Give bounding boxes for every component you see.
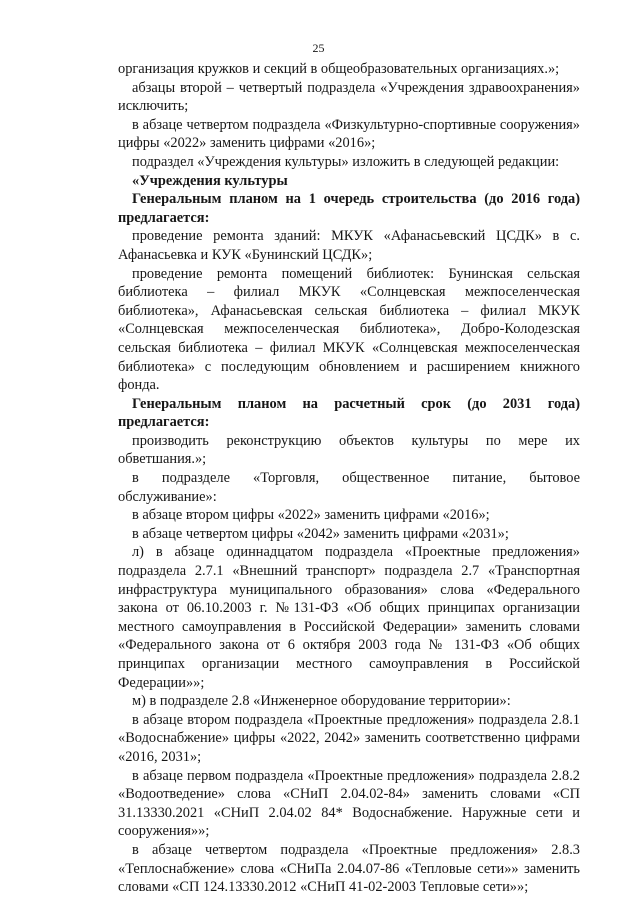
paragraph: проведение ремонта помещений библиотек: Бунинская сельская библиотека – филиал МКУК «Солнцевская межпоселенческая библиотека», Афанасьевская сельская библиотека – филиал МКУК «Солнцевская межпоселенческая библиотека», Добро-Колодезская сельская библиотека – филиал МКУК «Солнцевская межпоселенческая библиотека» с последующим обновлением и расширением книжного фонда. [118,265,580,394]
paragraph: в абзаце втором подраздела «Проектные предложения» подраздела 2.8.1 «Водоснабжение» цифры «2022, 2042» заменить соответственно цифрами «2016, 2031»; [118,711,580,765]
paragraph: в абзаце четвертом подраздела «Проектные предложения» 2.8.3 «Теплоснабжение» слова «СНиПа 2.04.07-86 «Тепловые сети»» заменить словами «СП 124.13330.2012 «СНиП 41-02-2003 Тепловые сети»»; [118,841,580,896]
paragraph: в абзаце четвертом цифры «2042» заменить цифрами «2031»; [132,525,509,542]
paragraph: подраздел «Учреждения культуры» изложить в следующей редакции: [132,153,560,170]
section-heading: «Учреждения культуры [132,172,288,189]
page-number: 25 [312,41,325,55]
paragraph: организация кружков и секций в общеобразовательных организациях.»; [118,61,560,77]
paragraph: в подразделе «Торговля, общественное питание, бытовое обслуживание»: [118,470,580,505]
paragraph: производить реконструкцию объектов культуры по мере их обветшания.»; [118,432,580,468]
bold-paragraph: Генеральным планом на расчетный срок (до 2031 года) предлагается: [118,395,580,431]
paragraph: м) в подразделе 2.8 «Инженерное оборудование территории»: [132,693,511,710]
paragraph: в абзаце первом подраздела «Проектные предложения» подраздела 2.8.2 «Водоотведение» слова «СНиП 2.04.02-84» заменить словами «СП 31.13330.2021 «СНиП 2.04.02 84* Водоснабжение. Наружные сети и сооружения»»; [118,767,580,840]
document-body [118,60,580,897]
paragraph: в абзаце втором цифры «2022» заменить цифрами «2016»; [132,507,490,524]
paragraph: в абзаце четвертом подраздела «Физкультурно-спортивные сооружения» цифры «2022» заменить цифрами «2016»; [118,116,580,152]
paragraph: л) в абзаце одиннадцатом подраздела «Проектные предложения» подраздела 2.7.1 «Внешний транспорт» подраздела 2.7 «Транспортная инфраструктура муниципального образования» слова «Федерального закона от 06.10.2003 г. №131-ФЗ «Об общих принципах организации местного самоуправления в Российской Федерации» заменить словами «Федерального закона от 6 октября 2003 года № 131-ФЗ «Об общих принципах организации местного самоуправления в Российской Федерации»»; [118,544,580,691]
paragraph: проведение ремонта зданий: МКУК «Афанасьевский ЦСДК» в с. Афанасьевка и КУК «Бунинский ЦСДК»; [118,228,580,263]
bold-paragraph: Генеральным планом на 1 очередь строительства (до 2016 года) предлагается: [118,191,580,226]
paragraph: абзацы второй – четвертый подраздела «Учреждения здравоохранения» исключить; [118,79,580,115]
